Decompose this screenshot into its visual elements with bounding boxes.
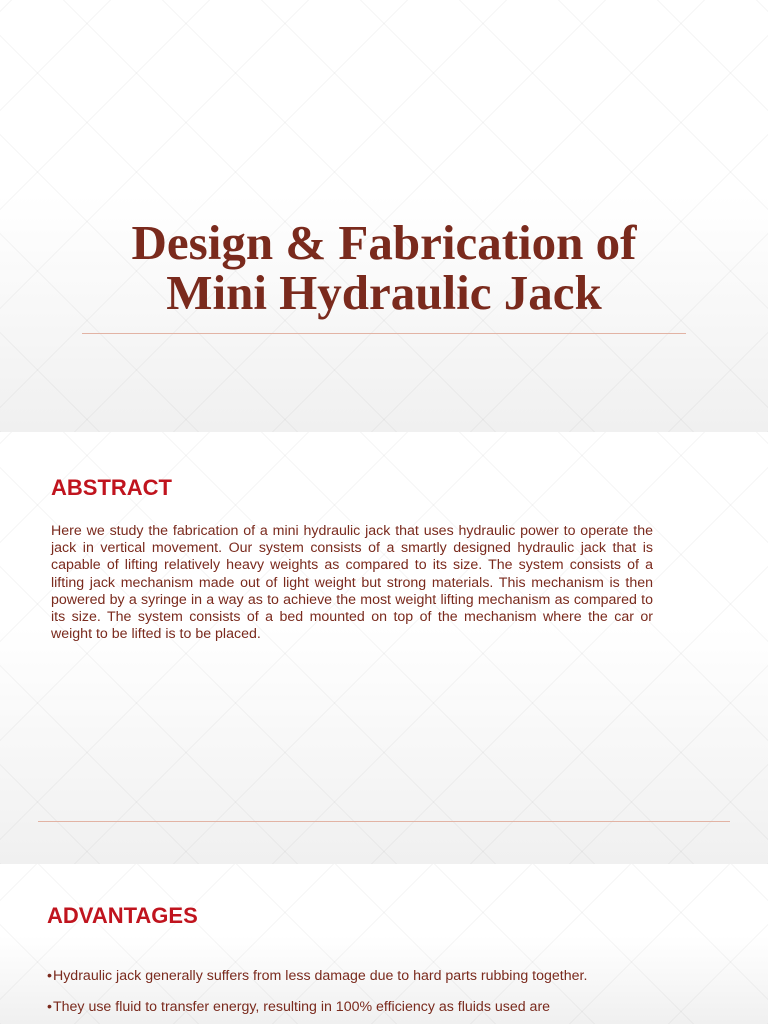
- advantage-item: [47, 968, 747, 985]
- title-divider: [82, 333, 686, 334]
- advantage-item: [47, 999, 747, 1016]
- abstract-divider: [38, 821, 730, 822]
- advantage-text: Hydraulic jack generally suffers from less damage due to hard parts rubbing together.: [52, 968, 588, 984]
- abstract-text: Here we study the fabrication of a mini hydraulic jack that uses hydraulic power to operate the jack in vertical movement. Our system consists of a smartly designed hydraulic jack that is capable of lifting relatively heavy weights as compared to its size. The system consists of a lifting jack mechanism made out of light weight but strong materials. This mechanism is then powered by a syringe in a way as to achieve the most weight lifting mechanism as compared to its size. The system consists of a bed mounted on top of the mechanism where the car or weight to be lifted is to be placed.: [51, 523, 653, 643]
- advantages-heading: ADVANTAGES: [47, 903, 198, 928]
- title-line-2: Mini Hydraulic Jack: [166, 265, 602, 320]
- advantages-slide: [0, 864, 768, 1024]
- title-line-1: Design & Fabrication of: [131, 215, 637, 270]
- bullet-icon: •: [47, 999, 52, 1015]
- bullet-icon: •: [47, 968, 52, 984]
- abstract-slide: [0, 432, 768, 864]
- title-slide: [0, 0, 768, 432]
- advantage-text: They use fluid to transfer energy, resulting in 100% efficiency as fluids used are: [52, 999, 551, 1015]
- abstract-heading: ABSTRACT: [51, 475, 172, 500]
- slide-title: [0, 215, 768, 320]
